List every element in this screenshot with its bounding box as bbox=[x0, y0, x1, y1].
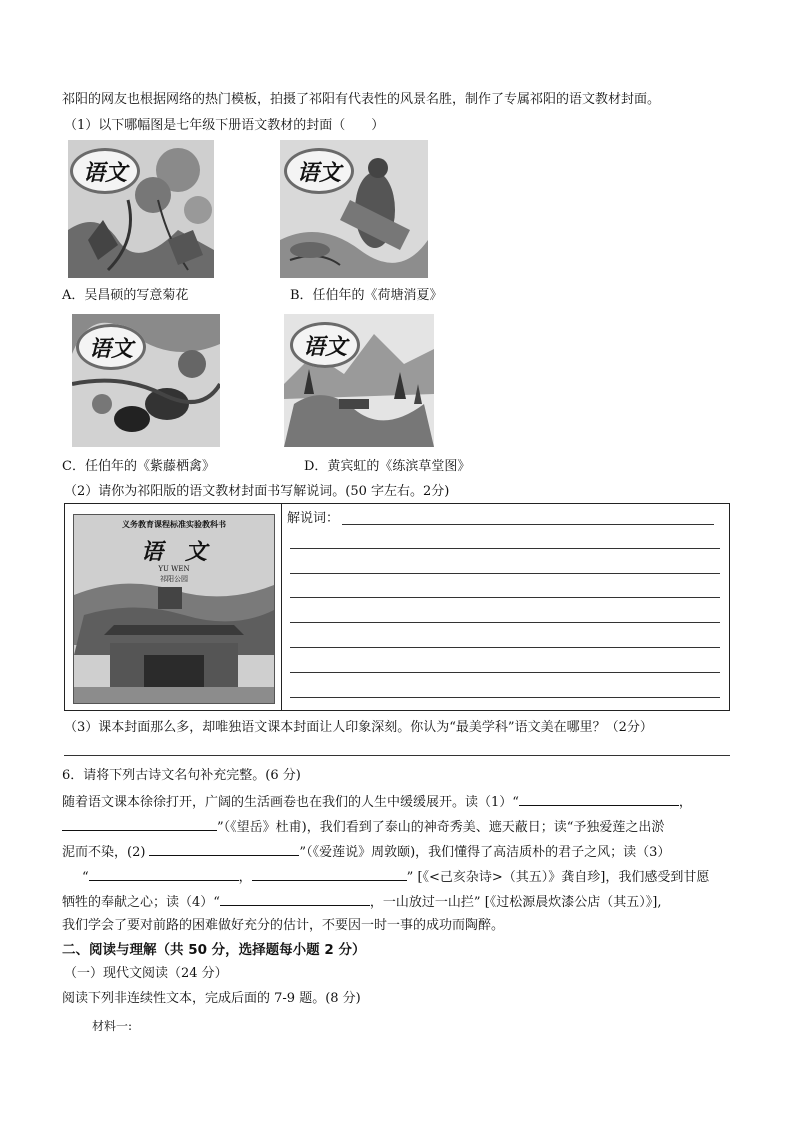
answer-table bbox=[64, 503, 730, 711]
answer-line[interactable] bbox=[290, 622, 720, 623]
option-a-label[interactable]: A．吴昌硕的写意菊花 bbox=[62, 288, 189, 303]
yuwen-badge: 语文 bbox=[284, 148, 354, 194]
q6-line-3 bbox=[62, 841, 670, 863]
question-6-stem: 6．请将下列古诗文名句补充完整。(6 分) bbox=[62, 768, 301, 783]
option-d-label[interactable]: D．黄宾虹的《练滨草堂图》 bbox=[304, 459, 471, 474]
q6-text: ，一山放过一山拦” [《过松源晨炊漆公店（其五）》], bbox=[369, 895, 662, 910]
answer-line[interactable] bbox=[290, 548, 720, 549]
fill-blank-3a[interactable] bbox=[89, 866, 239, 881]
q6-line-5 bbox=[62, 891, 661, 913]
section-2-heading: 二、阅读与理解（共 50 分，选择题每小题 2 分） bbox=[62, 942, 366, 958]
q6-line-1 bbox=[62, 791, 692, 813]
q6-text: 随着语文课本徐徐打开，广阔的生活画卷也在我们的人生中缓缓展开。读（1）“ bbox=[62, 795, 519, 810]
q6-text: ， bbox=[678, 795, 692, 810]
q3-answer-line[interactable] bbox=[64, 755, 730, 756]
qiyang-cover-image bbox=[73, 514, 275, 704]
cover-subtitle: 祁阳公园 bbox=[160, 575, 188, 583]
cover-image-b[interactable] bbox=[280, 140, 428, 278]
cover-image-d[interactable] bbox=[284, 314, 434, 447]
answer-label: 解说词： bbox=[287, 511, 340, 526]
cover-series: 义务教育课程标准实验教科书 bbox=[122, 520, 226, 529]
q6-text: ”（《望岳》杜甫)，我们看到了泰山的神奇秀美、遮天蔽日；读“予独爱莲之出淤 bbox=[217, 820, 665, 835]
fill-blank-3b[interactable] bbox=[252, 866, 407, 881]
answer-line[interactable] bbox=[342, 524, 714, 525]
fill-blank-1b[interactable] bbox=[62, 816, 217, 831]
cover-title: 语 文 bbox=[140, 539, 207, 565]
q6-text: 牺牲的奉献之心；读（4）“ bbox=[62, 895, 220, 910]
fill-blank-2[interactable] bbox=[149, 841, 299, 856]
answer-line[interactable] bbox=[290, 597, 720, 598]
question-1-stem: （1）以下哪幅图是七年级下册语文教材的封面（ ） bbox=[64, 118, 385, 133]
cover-pinyin: YU WEN bbox=[158, 565, 190, 573]
option-b-label[interactable]: B．任伯年的《荷塘消夏》 bbox=[290, 288, 443, 303]
q6-text: ， bbox=[238, 870, 252, 885]
q6-line-6: 我们学会了要对前路的困难做好充分的估计，不要因一时一事的成功而陶醉。 bbox=[62, 918, 505, 933]
cover-image-c[interactable] bbox=[72, 314, 220, 447]
answer-line[interactable] bbox=[290, 647, 720, 648]
fill-blank-1a[interactable] bbox=[519, 791, 679, 806]
answer-line[interactable] bbox=[290, 573, 720, 574]
fill-blank-4[interactable] bbox=[220, 891, 370, 906]
cover-image-a[interactable] bbox=[68, 140, 214, 278]
option-c-label[interactable]: C．任伯年的《紫藤栖禽》 bbox=[62, 459, 215, 474]
q6-line-4 bbox=[62, 866, 709, 888]
q6-text: ” [《<己亥杂诗>（其五）》龚自珍]，我们感受到甘愿 bbox=[406, 870, 710, 885]
yuwen-badge: 语文 bbox=[70, 148, 140, 194]
question-2-stem: （2）请你为祁阳版的语文教材封面书写解说词。(50 字左右。2分) bbox=[64, 484, 450, 499]
yuwen-badge: 语文 bbox=[290, 322, 360, 368]
intro-text: 祁阳的网友也根据网络的热门模板，拍摄了祁阳有代表性的风景名胜，制作了专属祁阳的语文教材封面。 bbox=[62, 92, 661, 107]
table-divider bbox=[281, 504, 282, 710]
material-1-label: 材料一: bbox=[92, 1019, 133, 1033]
yuwen-badge: 语文 bbox=[76, 324, 146, 370]
section-2-subheading: （一）现代文阅读（24 分） bbox=[64, 966, 228, 981]
q6-text: 泥而不染，(2) bbox=[62, 845, 146, 860]
answer-line[interactable] bbox=[290, 697, 720, 698]
q6-text: ”（《爱莲说》周敦颐)，我们懂得了高洁质朴的君子之风；读（3） bbox=[299, 845, 671, 860]
section-2-instruction: 阅读下列非连续性文本，完成后面的 7-9 题。(8 分) bbox=[62, 991, 361, 1006]
question-3-stem: （3）课本封面那么多，却唯独语文课本封面让人印象深刻。你认为“最美学科”语文美在哪里？（2分） bbox=[64, 720, 653, 735]
answer-line[interactable] bbox=[290, 672, 720, 673]
q6-text: “ bbox=[82, 870, 89, 885]
q6-line-2 bbox=[62, 816, 664, 838]
